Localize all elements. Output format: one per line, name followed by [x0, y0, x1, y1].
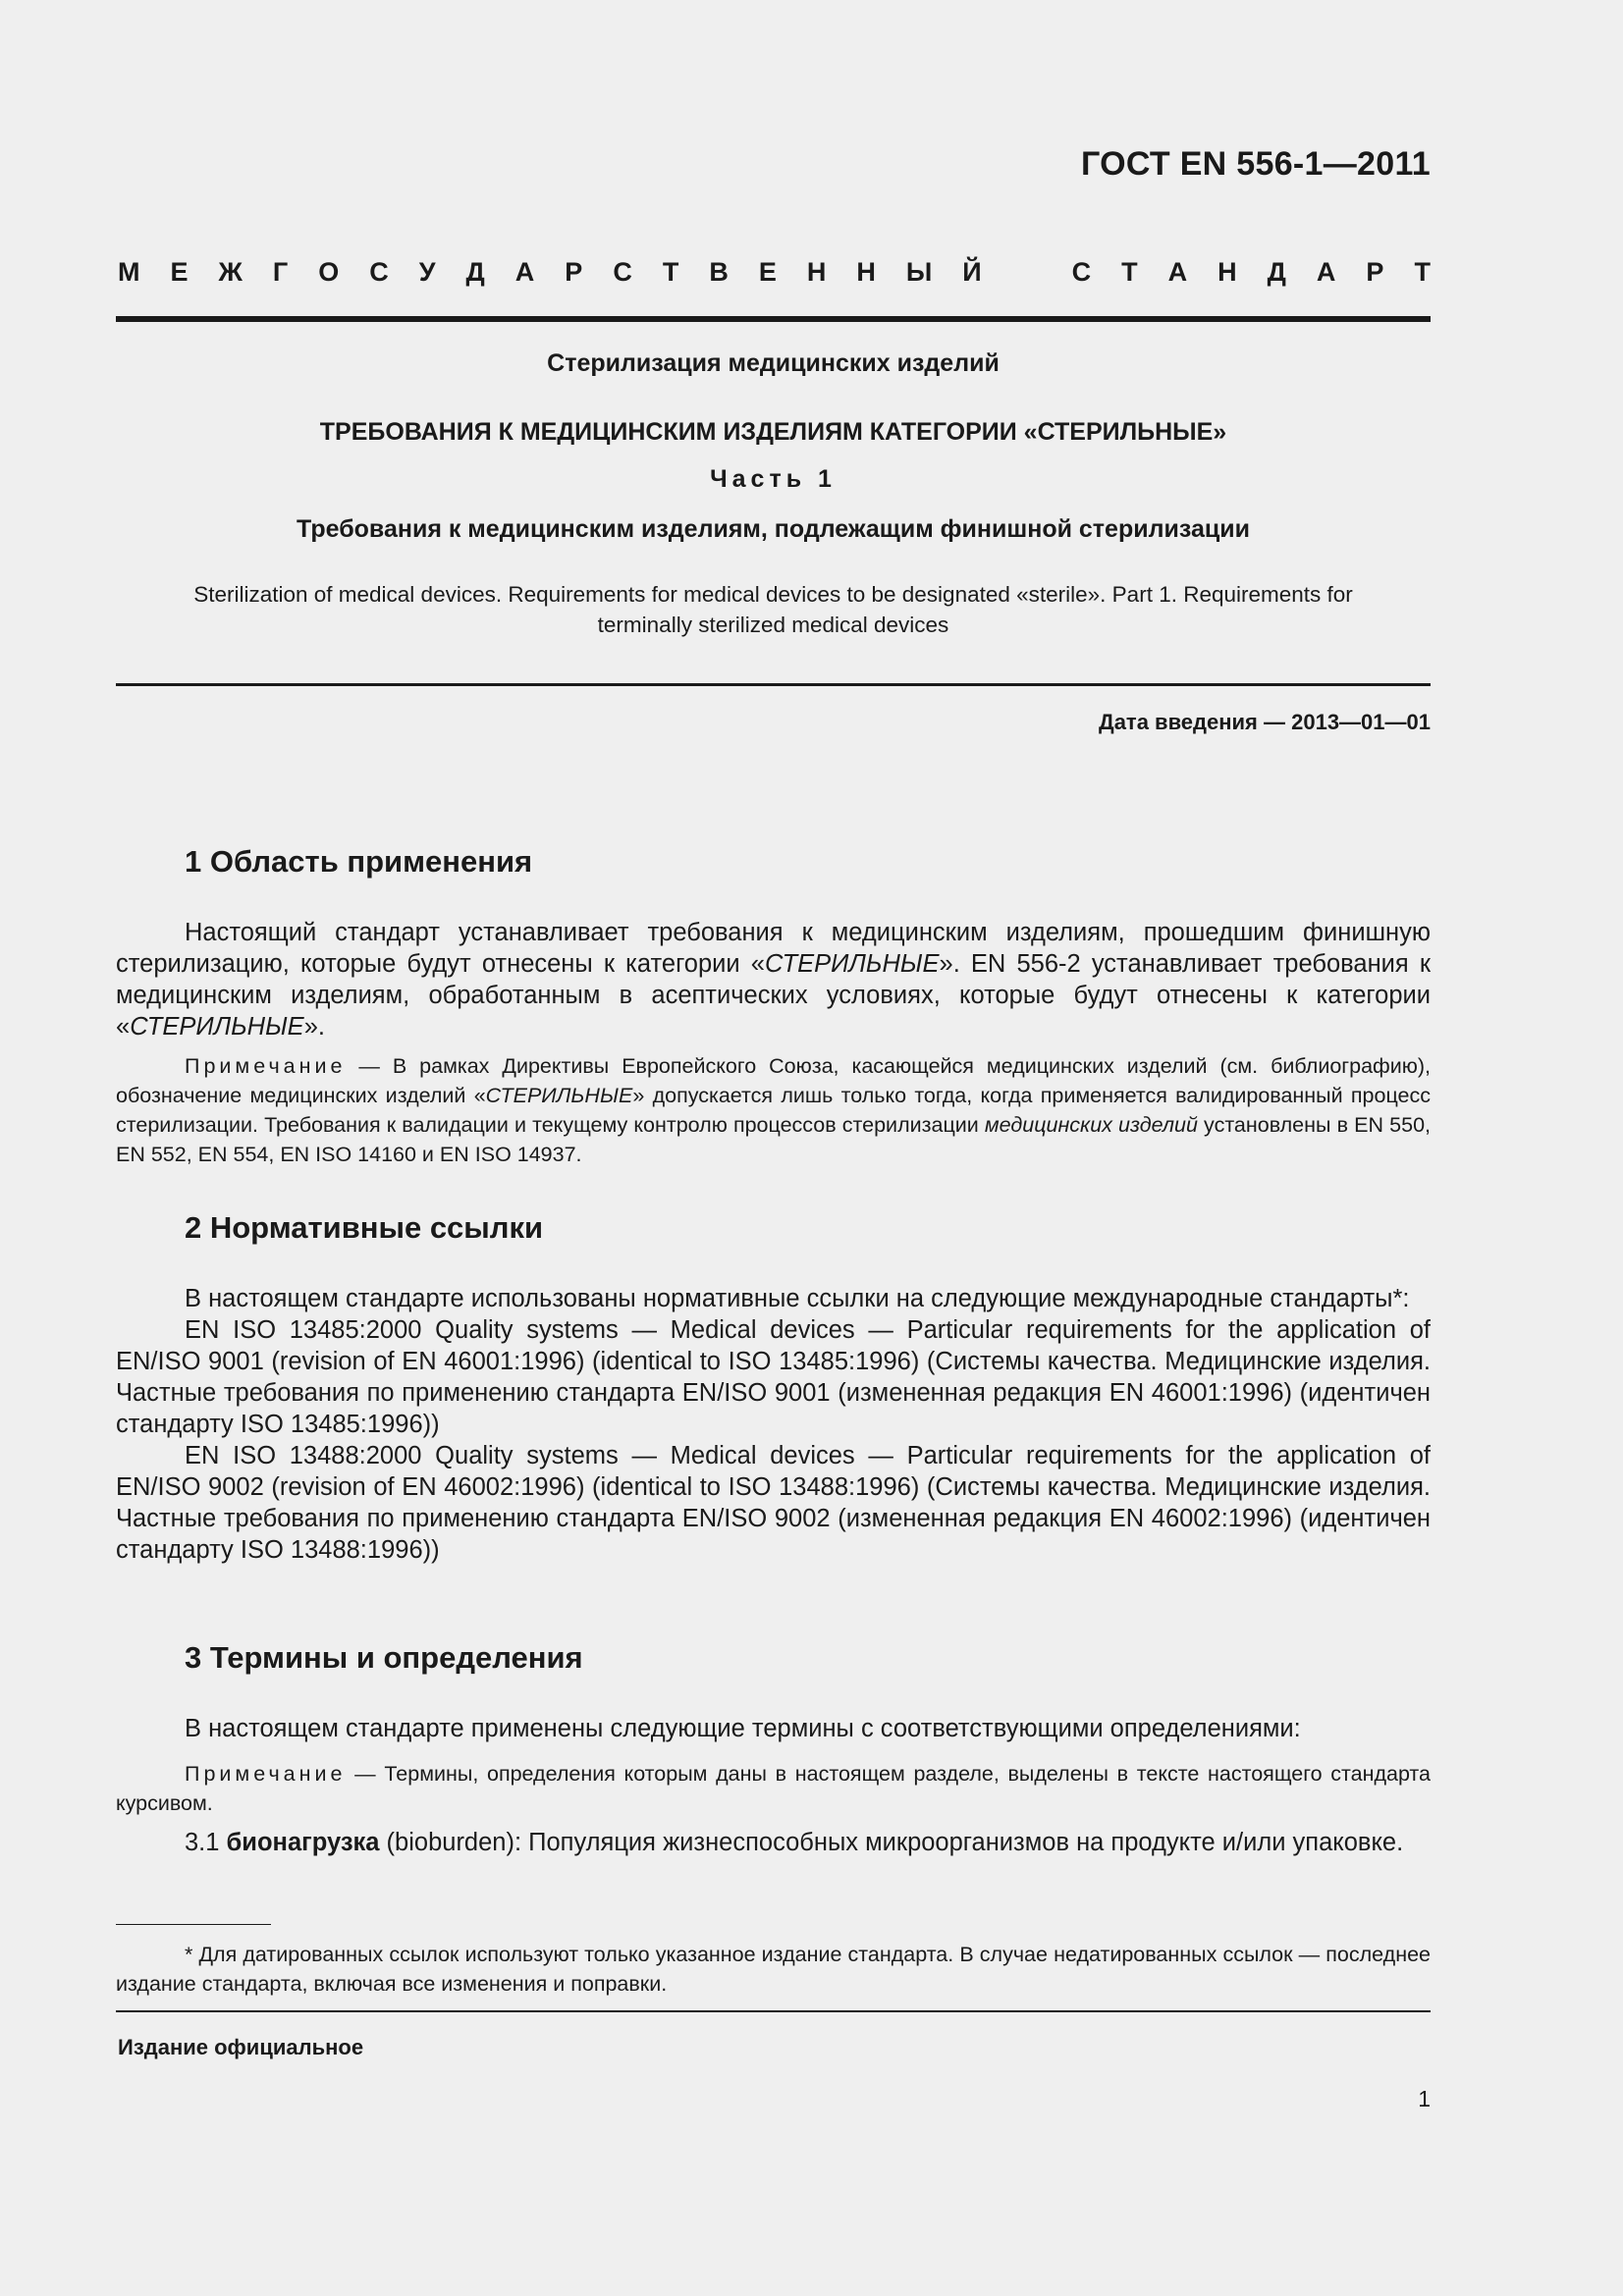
banner-letter: Н: [1217, 257, 1237, 287]
banner-word-gap: [1012, 257, 1042, 288]
banner-letter: Р: [565, 257, 583, 287]
banner-letter: О: [318, 257, 340, 287]
standard-number: ГОСТ EN 556-1—2011: [1081, 145, 1431, 183]
banner-letter: У: [418, 257, 436, 287]
section-1-heading: 1 Область применения: [185, 844, 533, 879]
title-main: ТРЕБОВАНИЯ К МЕДИЦИНСКИМ ИЗДЕЛИЯМ КАТЕГОРИИ «СТЕРИЛЬНЫЕ»: [319, 418, 1227, 446]
italic-term: медицинских изделий: [984, 1113, 1198, 1137]
title-rule: [116, 683, 1431, 686]
title-english: [116, 579, 1431, 640]
banner-letter: А: [1167, 257, 1188, 287]
banner-letter: Е: [758, 257, 777, 287]
text-run: EN ISO 13485:2000 Quality systems — Medical devices — Particular requirements for the application of EN/ISO 9001 (revision of EN 46001:1996) (identical to ISO 13485:1996) (Системы качества. Медицинские изделия. Частные требования по применению стандарта EN/ISO 9001 (измененная редакция EN 46001:1996) (идентичен стандарту ISO 13485:1996)): [116, 1316, 1431, 1438]
title-english-line1: Sterilization of medical devices. Requirements for medical devices to be designated «sterile». Part 1. Requirements for: [193, 582, 1353, 607]
text-run: В настоящем стандарте применены следующие термины с соответствующими определениями:: [185, 1715, 1301, 1742]
banner-letter: Ы: [905, 257, 933, 287]
italic-term: СТЕРИЛЬНЫЕ: [485, 1084, 633, 1107]
banner-letter: Д: [1267, 257, 1286, 287]
text-run: ».: [303, 1013, 325, 1041]
banner-letter: Т: [1414, 257, 1431, 287]
banner-letter: А: [514, 257, 535, 287]
text-run: * Для датированных ссылок используют только указанное издание стандарта. В случае недатированных ссылок — последнее издание стандарта, включая все изменения и поправки.: [116, 1943, 1431, 1996]
normative-reference-1: [116, 1314, 1431, 1440]
term-name: бионагрузка: [226, 1829, 380, 1856]
title-subject: Стерилизация медицинских изделий: [547, 349, 1000, 377]
italic-term: СТЕРИЛЬНЫЕ: [130, 1013, 304, 1041]
banner-letter: А: [1316, 257, 1336, 287]
banner-letter: Т: [1121, 257, 1138, 287]
banner-letter: Т: [662, 257, 679, 287]
section-2-body: [116, 1283, 1431, 1566]
header-rule: [116, 316, 1431, 322]
term-3-1: [116, 1827, 1431, 1858]
italic-term: СТЕРИЛЬНЫЕ: [765, 950, 940, 978]
banner-letter: Ж: [218, 257, 243, 287]
banner-letter: Н: [856, 257, 876, 287]
title-english-line2: terminally sterilized medical devices: [597, 613, 949, 637]
text-run: — В рамках Директивы Европейского Союза, касающейся медицинских изделий (см. библиографию), обозначение медицинских изделий «: [116, 1054, 1431, 1107]
banner-letter: Р: [1366, 257, 1384, 287]
section-2-intro: [116, 1283, 1431, 1314]
title-part: Часть 1: [710, 465, 837, 493]
section-3-heading: 3 Термины и определения: [185, 1640, 583, 1675]
banner-letter: С: [1071, 257, 1092, 287]
term-number: 3.1: [185, 1829, 227, 1856]
section-1-note: [116, 1051, 1431, 1169]
banner-letter: Е: [170, 257, 189, 287]
introduction-date: Дата введения — 2013—01—01: [1099, 710, 1431, 734]
banner-letter: Н: [806, 257, 827, 287]
text-run: — Термины, определения которым даны в настоящем разделе, выделены в тексте настоящего стандарта курсивом.: [116, 1762, 1431, 1815]
term-definition: (bioburden): Популяция жизнеспособных микроорганизмов на продукте и/или упаковке.: [379, 1829, 1404, 1856]
banner-letter: Д: [465, 257, 485, 287]
banner-letter: В: [709, 257, 729, 287]
banner-letter: Й: [962, 257, 982, 287]
text-run: ». EN 556-2 устанавливает требования к медицинским изделиям, обработанным в асептических условиях, которые будут отнесены к категории «: [116, 950, 1431, 1041]
section-2-heading: 2 Нормативные ссылки: [185, 1210, 544, 1245]
text-run: Настоящий стандарт устанавливает требования к медицинским изделиям, прошедшим финишную стерилизацию, которые будут отнесены к категории «: [116, 919, 1431, 978]
section-1-paragraph: [116, 917, 1431, 1042]
banner-letter: С: [613, 257, 632, 287]
note-label: Примечание: [185, 1762, 347, 1786]
banner-letter: М: [118, 257, 140, 287]
page-number: 1: [1418, 2086, 1431, 2111]
edition-label: Издание официальное: [118, 2035, 364, 2059]
footnote-rule: [116, 1924, 271, 1925]
note-label: Примечание: [185, 1054, 347, 1078]
banner-letter: Г: [272, 257, 289, 287]
title-part-name: Требования к медицинским изделиям, подлежащим финишной стерилизации: [297, 515, 1250, 543]
standard-type-banner: [118, 257, 1431, 288]
text-run: установлены в EN 550, EN 552, EN 554, EN ISO 14160 и EN ISO 14937.: [116, 1113, 1432, 1166]
text-run: В настоящем стандарте использованы нормативные ссылки на следующие международные стандарты*:: [185, 1285, 1410, 1312]
text-run: » допускается лишь только тогда, когда применяется валидированный процесс стерилизации. Требования к валидации и текущему контролю процессов стерилизации: [116, 1084, 1432, 1137]
normative-reference-2: [116, 1440, 1431, 1566]
footer-rule: [116, 2010, 1431, 2012]
section-3-note: [116, 1759, 1431, 1818]
section-3-intro: [116, 1713, 1431, 1744]
text-run: EN ISO 13488:2000 Quality systems — Medical devices — Particular requirements for the application of EN/ISO 9002 (revision of EN 46002:1996) (identical to ISO 13488:1996) (Системы качества. Медицинские изделия. Частные требования по применению стандарта EN/ISO 9002 (измененная редакция EN 46002:1996) (идентичен стандарту ISO 13488:1996)): [116, 1442, 1431, 1564]
banner-letter: С: [369, 257, 389, 287]
footnote: [116, 1940, 1431, 1999]
